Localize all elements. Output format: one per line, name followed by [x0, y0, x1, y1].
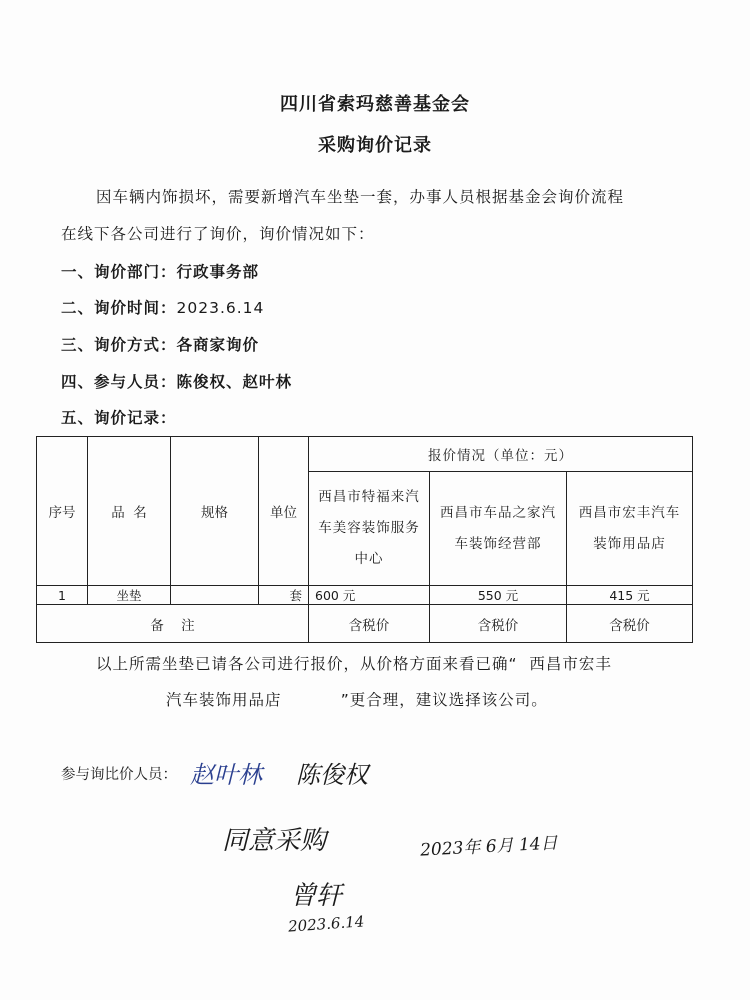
item-value: 各商家询价	[176, 336, 260, 354]
org-name: 四川省索玛慈善基金会	[280, 94, 470, 115]
signature-person-1: 赵叶林	[190, 761, 262, 789]
conclusion-line-1: 以上所需坐垫已请各公司进行报价，从价格方面来看已确“ 西昌市宏丰	[96, 655, 612, 673]
supplier-2: 西昌市车品之家汽车装饰经营部	[430, 472, 567, 586]
row-name: 坐垫	[88, 586, 171, 605]
header-no: 序号	[37, 437, 88, 586]
approval-note: 同意采购	[222, 826, 327, 856]
header-unit: 单位	[259, 437, 309, 586]
item-label: 三、询价方式：	[61, 336, 177, 354]
item-label: 一、询价部门：	[61, 263, 177, 281]
row-spec	[171, 586, 259, 605]
signature-label: 参与询比价人员：	[61, 767, 177, 783]
supplier-1: 西昌市特福来汽车美容装饰服务中心	[309, 472, 430, 586]
row-price-3: 415 元	[567, 586, 693, 605]
row-no: 1	[37, 586, 88, 605]
item-department	[61, 260, 259, 282]
table-row	[37, 586, 693, 605]
remark-2: 含税价	[430, 605, 567, 643]
remark-3: 含税价	[567, 605, 693, 643]
intro-line-1: 因车辆内饰损坏，需要新增汽车坐垫一套，办事人员根据基金会询价流程	[96, 188, 625, 206]
header-spec: 规格	[171, 437, 259, 586]
signature-person-2: 陈俊权	[296, 761, 368, 789]
row-unit: 套	[259, 586, 309, 605]
row-price-1: 600 元	[309, 586, 430, 605]
supplier-3: 西昌市宏丰汽车装饰用品店	[567, 472, 693, 586]
item-time	[61, 296, 264, 318]
intro-line-2: 在线下各公司进行了询价，询价情况如下：	[61, 225, 375, 243]
item-value: 陈俊权、赵叶林	[176, 373, 293, 391]
document-title: 采购询价记录	[318, 135, 432, 156]
item-method	[61, 333, 259, 355]
item-record	[61, 406, 177, 428]
item-value: 行政事务部	[176, 263, 260, 281]
item-value: 2023.6.14	[176, 299, 265, 317]
remark-1: 含税价	[309, 605, 430, 643]
item-label: 四、参与人员：	[61, 373, 177, 391]
remarks-label: 备 注	[37, 605, 309, 643]
item-participants	[61, 370, 292, 392]
quote-table	[36, 436, 693, 643]
approval-date: 2023年 6月 14日	[419, 833, 559, 861]
item-label: 五、询价记录：	[61, 409, 177, 427]
approver-signature: 曾轩	[290, 881, 343, 911]
item-label: 二、询价时间：	[61, 299, 177, 317]
header-name: 品 名	[88, 437, 171, 586]
row-price-2: 550 元	[430, 586, 567, 605]
approver-date: 2023.6.14	[287, 912, 365, 936]
header-quote: 报价情况（单位：元）	[309, 437, 693, 472]
conclusion-line-2: 汽车装饰用品店 ”更合理，建议选择该公司。	[166, 691, 548, 709]
